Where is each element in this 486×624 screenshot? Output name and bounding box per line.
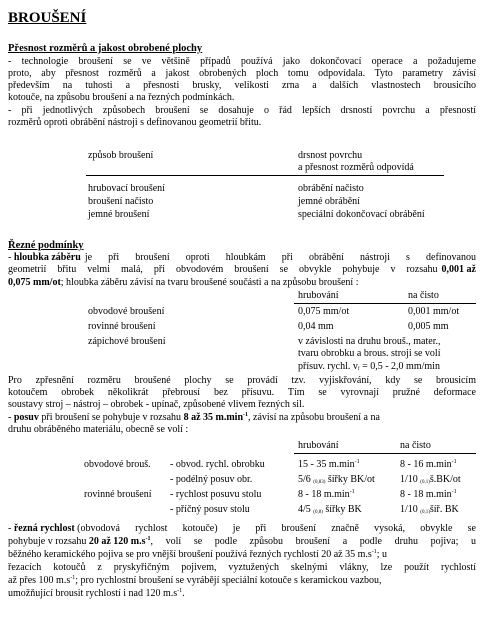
table-header-roughness-2: a přesnost rozměrů odpovídá: [298, 162, 414, 173]
depth-paragraph-line3: 0,075 mm/ot; hloubka záběru závisí na tvaru broušené součásti a na způsobu broušení :: [8, 277, 359, 288]
depth-header-rough: hrubování: [298, 290, 339, 301]
feed-param: - podélný posuv obr.: [170, 474, 253, 485]
feed-rough: 8 - 18 $m.\min^{-1}$: [298, 489, 355, 500]
depth-row-rough-line: v závislosti na druhu brouš., mater.,: [298, 336, 441, 347]
term-speed: řezná rychlost: [13, 523, 75, 534]
paragraph-line: soustavy stroj – nástroj – obrobek - upínač, způsobené vlivem řezných sil.: [8, 399, 305, 410]
term-feed: posuv: [13, 412, 39, 423]
table-header-rule: [86, 175, 444, 176]
feed-param: - rychlost posuvu stolu: [170, 489, 262, 500]
term-depth: hloubka záběru: [13, 252, 81, 263]
feed-fine: 8 - 18 $m.\min^{-1}$: [400, 489, 457, 500]
speed-paragraph-line6: umožňující brousit rychlostí i nad 120 $m.s^{-1}$.: [8, 588, 185, 599]
feed-header-rule: [294, 453, 476, 454]
paragraph-line: Pro zpřesnění rozměru broušené plochy se provádí tzv. vyjiskřování, kdy se brousicím: [8, 375, 476, 386]
depth-row-rough-line: tvaru obrobku a brous. stroji se volí: [298, 348, 441, 359]
depth-row-label: zápichové broušení: [88, 336, 166, 347]
depth-paragraph-line1: - hloubka záběru je při broušení oproti hloubkám při obrábění nástroji s definovanou: [8, 252, 476, 263]
feed-header-fine: na čisto: [400, 440, 431, 451]
speed-paragraph-line4: řezacích kotoučů z pryskyřičným pojivem, vyztužených skelnými vlákny, lze použít rychlostí: [8, 562, 476, 573]
feed-fine: 8 - 16 $m.\min^{-1}$: [400, 459, 457, 470]
speed-paragraph-line1: - řezná rychlost (obvodová rychlost kotouče) je při broušení značně vysoká, obvykle se: [8, 523, 476, 534]
feed-paragraph-line1: - posuv při broušení se pohybuje v rozsahu 8 až 35 $m.\min^{-1}$ , závisí na způsobu broušení a na: [8, 412, 380, 423]
paragraph-line: rozměrů oproti obrábění nástroji s definovanou geometrií břitu.: [8, 117, 262, 128]
section-heading-cutting: Řezné podmínky: [8, 240, 84, 251]
feed-rough: 4/5 $_{(0,8)}$ šířky BK: [298, 504, 362, 515]
table-cell-method: broušení načisto: [88, 196, 154, 207]
paragraph-line: kotouče, na způsobu broušení a na řezných podmínkách.: [8, 92, 235, 103]
depth-row-fine: 0,005 mm: [408, 321, 449, 332]
feed-param: - obvod. rychl. obrobku: [170, 459, 265, 470]
page-title: BROUŠENÍ: [8, 10, 87, 26]
feed-fine: 1/10 $_{(0,1)}$šíř. BK: [400, 504, 459, 515]
paragraph-line: kotoučem obrobek několikrát přebrousí bez přísuvu. Tím se vyrovnají pružné deformace: [8, 387, 476, 398]
feed-header-rough: hrubování: [298, 440, 339, 451]
table-cell-method: jemné broušení: [88, 209, 150, 220]
depth-row-rough: 0,04 mm: [298, 321, 334, 332]
depth-paragraph-line2: geometrií břitu velmi malá, při obvodovém broušení se obvykle pohybuje v rozsahu 0,001 až: [8, 264, 476, 275]
table-cell-result: obrábění načisto: [298, 183, 364, 194]
table-header-roughness: drsnost povrchu: [298, 150, 363, 161]
section-heading-accuracy: Přesnost rozměrů a jakost obrobené plochy: [8, 43, 203, 54]
paragraph-line: - technologie broušení se ve většině případů používá jako dokončovací operace a požadujeme: [8, 56, 476, 67]
table-cell-result: jemné obrábění: [298, 196, 360, 207]
speed-paragraph-line5: až přes 100 $m.s^{-1}$; pro rychlostní broušení se vyrábějí speciální kotouče s keramickou vazbou,: [8, 575, 382, 586]
feed-group: obvodové brouš.: [84, 459, 151, 470]
depth-row-label: obvodové broušení: [88, 306, 165, 317]
feed-paragraph-line2: druhu obráběného materiálu, obecně se volí :: [8, 424, 189, 435]
paragraph-line: - při jednotlivých způsobech broušení se dosahuje o řád lepších drsností povrchu a přesností: [8, 105, 476, 116]
depth-row-rough: 0,075 mm/ot: [298, 306, 350, 317]
table-header-method: způsob broušení: [88, 150, 154, 161]
feed-param: - příčný posuv stolu: [170, 504, 250, 515]
plunge-feed-rate: přísuv. rychl. $v_f = 0,5 - 2,0$ mm/min: [298, 361, 440, 372]
depth-row-fine: 0,001 mm/ot: [408, 306, 460, 317]
depth-header-fine: na čisto: [408, 290, 439, 301]
table-cell-result: speciální dokončovací obrábění: [298, 209, 425, 220]
speed-paragraph-line3: běžného keramického pojiva se pro vnější broušení používá řezných rychlostí 20 až 35 $m.s^{-1}$; u: [8, 549, 388, 560]
feed-group: rovinné broušení: [84, 489, 152, 500]
feed-fine: 1/10 $_{(0,1)}$š.BK/ot: [400, 474, 461, 485]
paragraph-line: především na tuhosti a přesnosti brusky, velikosti zrna a dalších vlastnostech brousicího: [8, 80, 476, 91]
feed-rough: 15 - 35 $m.\min^{-1}$: [298, 459, 360, 470]
depth-row-label: rovinné broušení: [88, 321, 156, 332]
table-cell-method: hrubovací broušení: [88, 183, 165, 194]
feed-rough: 5/6 $_{(0,83)}$ šířky BK/ot: [298, 474, 375, 485]
speed-paragraph-line2: pohybuje v rozsahu 20 až 120 $m.s^{-1}$ , volí se podle způsobu broušení a podle druhu pojiva; u: [8, 536, 476, 547]
paragraph-line: proto, aby přesnost rozměrů a jakost obrobených ploch tomu odpovídala. Tyto parametry závisí: [8, 68, 476, 79]
depth-header-rule: [294, 303, 476, 304]
